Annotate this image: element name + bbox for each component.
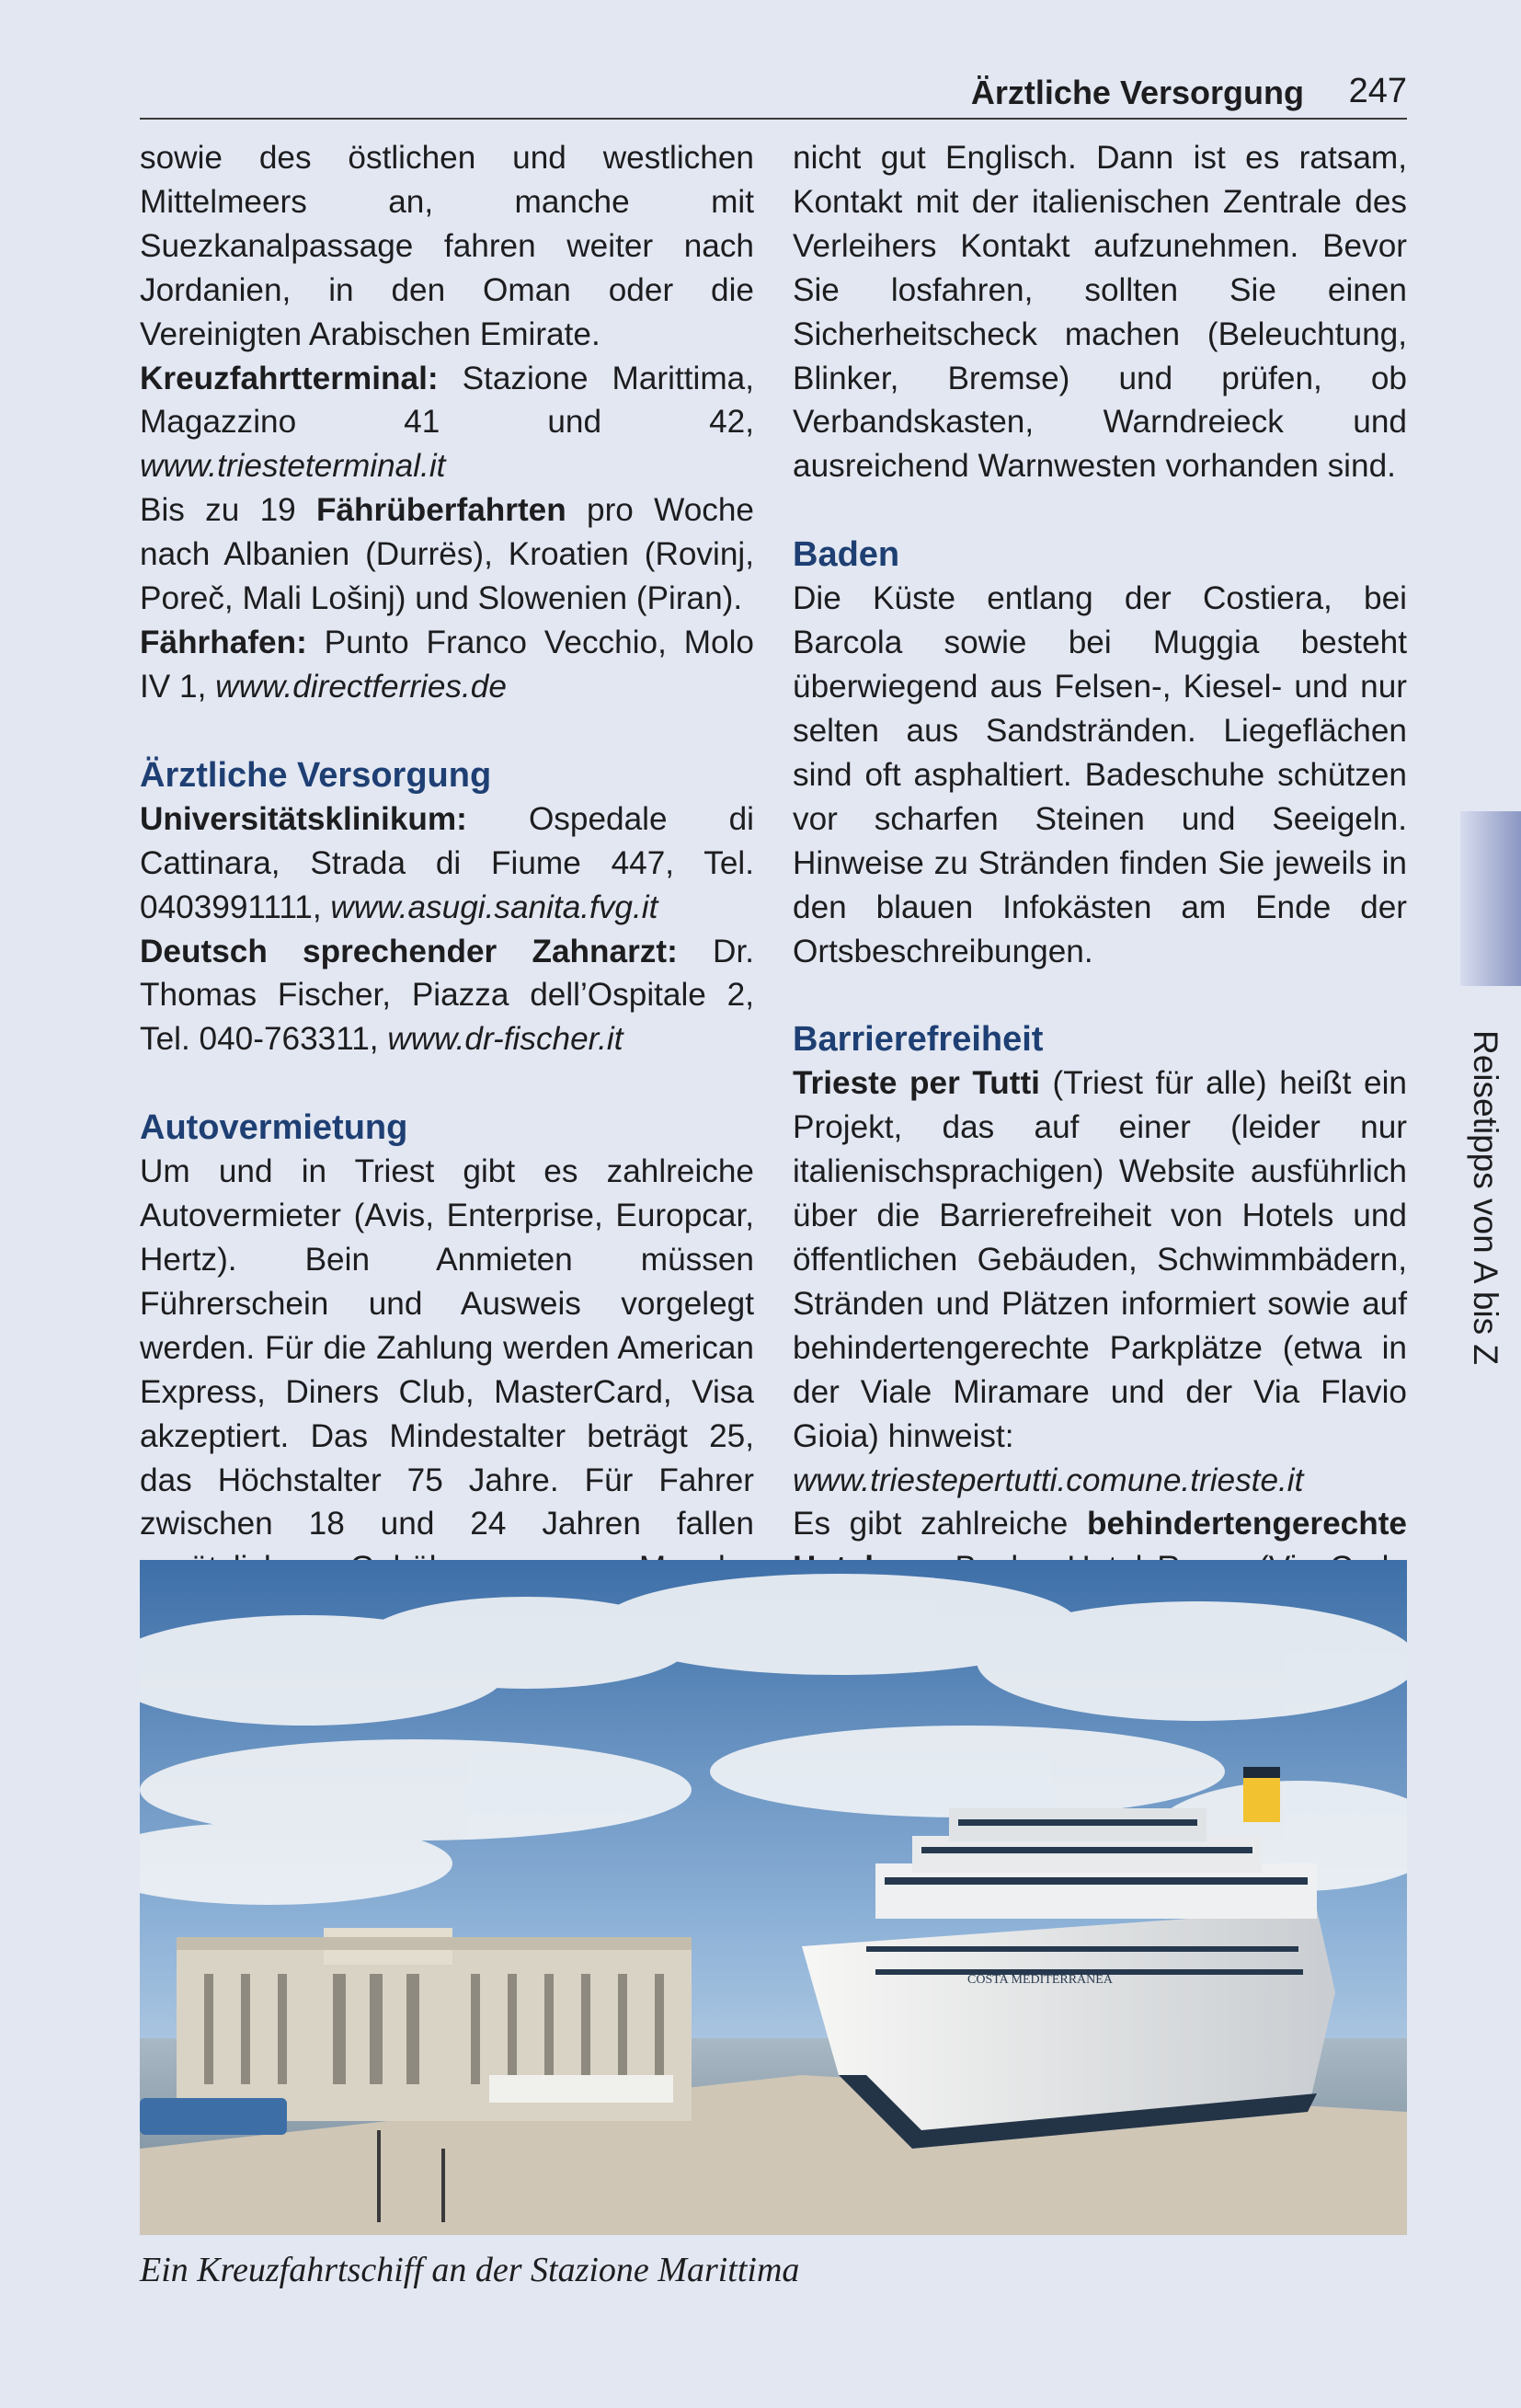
chapter-side-label [1462,1030,1521,1398]
label-clinic: Universitätsklinikum: [140,800,467,837]
photo-caption: Ein Kreuzfahrtschiff an der Stazione Marittima [140,2251,800,2289]
heading-accessibility: Barrierefreiheit [793,1020,1044,1060]
text-hotels-pre: Es gibt zahlreiche [793,1506,1087,1542]
bus [140,2098,287,2135]
page-number: 247 [1348,72,1407,110]
canopies [489,2075,673,2103]
text-clinic: Ospedale di Cattinara, Strada di Fiume 447, Tel. 0403991111, [140,800,754,925]
link-ferry-port[interactable]: www.directferries.de [215,668,507,705]
running-header-title: Ärztliche Versorgung [970,74,1304,111]
text-ferries-post: pro Woche nach Albanien (Durrës), Kroatien (Rovinj, Poreč, Mali Lošinj) und Slowenien (Piran). [140,492,754,617]
chapter-side-label-text: Reisetipps von A bis Z [1467,1030,1504,1366]
label-hotels: behindertengerechte [1086,1506,1407,1542]
label-ferries: Fährüberfahrten [315,492,566,529]
paragraph-cruise-routes: sowie des östlichen und westlichen Mittelmeers an, manche mit Suezkanalpassage fahren weiter nach Jordanien, in den Oman oder die Vereinigten Arabischen Emirate. [140,140,754,352]
text-ferries-pre: Bis zu 19 [140,492,316,529]
text-accessibility: (Triest für alle) heißt ein Projekt, das auf einer (leider nur italienischsprachigen) Website ausführlich über die Barrierefreiheit von Hotels und öffentlichen Gebäuden, Schwimmbädern, Stränden und Plätzen informiert sowie auf behindertengerechte Parkplätze (etwa in der Viale Miramare und der Via Flavio Gioia) hinweist: [793,1065,1407,1454]
paragraph-swimming: Die Küste entlang der Costiera, bei Barcola sowie bei Muggia besteht überwiegend aus Felsen-, Kiesel- und nur selten aus Sandstränden. Liegeflächen sind oft asphaltiert. Badeschuhe schützen vor scharfen Steinen und Seeigeln. Hinweise zu Stränden finden Sie jeweils in den blauen Infokästen am Ende der Ortsbeschreibungen. [793,580,1407,969]
left-column [140,136,754,1634]
paragraph-dentist [140,930,754,1062]
heading-medical-care: Ärztliche Versorgung [140,755,492,795]
paragraph-clinic [140,797,754,930]
running-header [140,72,1407,120]
link-accessibility[interactable]: www.triestepertutti.comune.trieste.it [793,1462,1304,1498]
cruise-ship-photo [140,1560,1407,2235]
chapter-thumb-tab [1460,811,1521,986]
label-trieste-per-tutti: Trieste per Tutti [793,1065,1040,1102]
terminal-building [140,1928,692,2135]
cruise-ship-illustration [140,1560,1407,2235]
paragraph-cruise-terminal [140,357,754,489]
text-dentist: Dr. Thomas Fischer, Piazza dell’Ospitale 2, Tel. 040-763311, [140,933,754,1058]
label-cruise-terminal: Kreuzfahrtterminal: [140,360,439,396]
link-cruise-terminal[interactable]: www.triesteterminal.it [140,448,446,485]
paragraph-car-rental-cont: nicht gut Englisch. Dann ist es ratsam, Kontakt mit der italienischen Zentrale des Verleihers Kontakt aufzunehmen. Bevor Sie losfahren, sollten Sie einen Sicherheitscheck machen (Beleuchtung, Blinker, Bremse) und prüfen, ob Verbandskasten, Warndreieck und ausreichend Warnwesten vorhanden sind. [793,140,1407,485]
text-ferry-port: Punto Franco Vecchio, Molo IV 1, [140,624,754,705]
paragraph-ferry-port [140,621,754,709]
funnel [1243,1776,1280,1822]
paragraph-accessibility [793,1061,1407,1458]
right-column [793,136,1407,1634]
heading-car-rental: Autovermietung [140,1108,408,1148]
link-dentist[interactable]: www.dr-fischer.it [387,1021,623,1058]
label-dentist: Deutsch sprechender Zahnarzt: [140,933,678,969]
text-cruise-terminal: Stazione Marittima, Magazzino 41 und 42, [140,360,754,441]
paragraph-ferries [140,488,754,621]
label-ferry-port: Fährhafen: [140,624,307,660]
paragraph-car-rental: Um und in Triest gibt es zahlreiche Autovermieter (Avis, Enterprise, Europcar, Hertz). Bein Anmieten müssen Führerschein und Ausweis vorgelegt werden. Für die Zahlung werden American Express, Diners Club, MasterCard, Visa akzeptiert. Das Mindestalter beträgt 25, das Höchstalter 75 Jahre. Für Fahrer zwischen 18 und 24 Jahren fallen [140,1153,754,1542]
paragraph-accessibility-url [793,1459,1407,1503]
heading-swimming: Baden [793,535,900,575]
link-clinic[interactable]: www.asugi.sanita.fvg.it [330,889,658,925]
ship-name: COSTA MEDITERRANEA [967,1973,1113,1987]
